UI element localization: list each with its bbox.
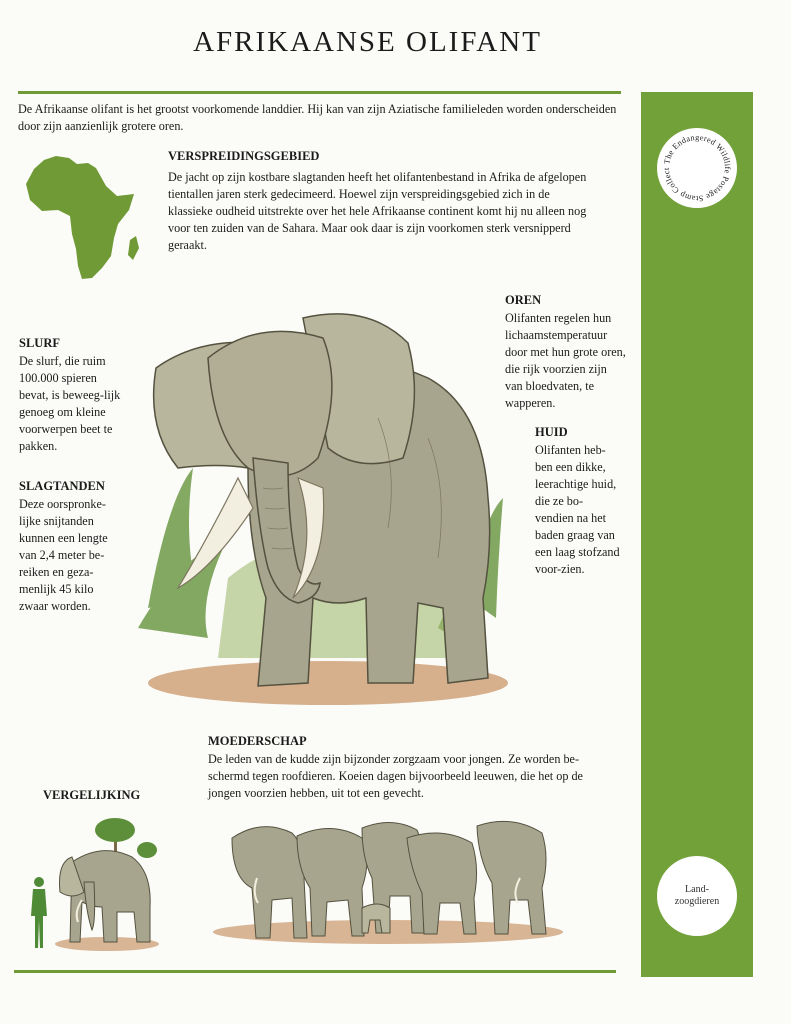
slagtanden-heading: SLAGTANDEN xyxy=(19,479,105,493)
madagascar-shape xyxy=(128,236,139,260)
oren-heading: OREN xyxy=(505,293,542,307)
vergelijking-heading: VERGELIJKING xyxy=(43,788,141,802)
category-badge xyxy=(657,856,737,936)
comparison-elephant xyxy=(60,851,151,942)
africa-map-shape xyxy=(26,156,134,279)
verspreiding-body: De jacht op zijn kostbare slagtanden heeft het olifantenbestand in Afrika de afgelopen tientallen jaren sterk gedecimeerd. Hoewel zijn verspreidingsgebied zich in de klassieke oudheid uitstrekte over het hele Afrikaanse continent komt hij nu alleen nog voor ten zuiden van de Sahara. Maar ook daar is zijn voorkomen sterk versnipperd geraakt. xyxy=(168,170,587,252)
stamp-collection-badge xyxy=(657,128,737,208)
oren-body: Olifanten regelen hun lichaamstemperatuur door met hun grote oren, die rijk voorzien zijn van bloedvaten, te wapperen. xyxy=(505,311,626,410)
section-huid xyxy=(535,424,621,578)
moederschap-body: De leden van de kudde zijn bijzonder zorgzaam voor jongen. Ze worden be-schermd tegen roofdieren. Koeien dagen bijvoorbeeld leeuwen, die het op de jongen voorzien hebben, uit tot een gevecht. xyxy=(208,752,583,800)
slurf-body: De slurf, die ruim 100.000 spieren bevat, is beweeg-lijk genoeg om kleine voorwerpen beet te pakken. xyxy=(19,354,121,453)
herd-elephant-2 xyxy=(297,828,367,936)
slagtanden-body: Deze oorspronke-lijke snijtanden kunnen een lengte van 2,4 meter be-reiken en geza-menlijk 45 kilo zwaar worden. xyxy=(19,497,108,613)
svg-text:The Endangered Wildlife Postag xyxy=(657,128,732,203)
elephant-illustration xyxy=(138,298,510,710)
top-divider xyxy=(18,91,621,94)
herd-elephants xyxy=(232,821,546,938)
category-label: Land-zoogdieren xyxy=(674,884,720,907)
page-title: AFRIKAANSE OLIFANT xyxy=(193,26,542,58)
section-verspreiding xyxy=(168,148,588,254)
herd-illustration xyxy=(212,808,564,948)
sidebar-band xyxy=(641,92,753,977)
huid-body: Olifanten heb-ben een dikke, leerachtige huid, die ze bo-vendien na het baden graag van een laag stofzand voor-zien. xyxy=(535,443,620,576)
verspreiding-heading: VERSPREIDINGSGEBIED xyxy=(168,149,320,163)
bottom-divider xyxy=(14,970,616,973)
stamp-text-path: The Endangered Wildlife Postage Stamp Collect xyxy=(661,132,733,204)
huid-heading: HUID xyxy=(535,425,568,439)
human-silhouette xyxy=(31,877,47,948)
section-oren xyxy=(505,292,627,412)
slurf-heading: SLURF xyxy=(19,336,60,350)
herd-elephant-5 xyxy=(477,821,546,934)
section-slagtanden xyxy=(19,478,119,615)
moederschap-heading: MOEDERSCHAP xyxy=(208,734,307,748)
section-slurf xyxy=(19,335,121,455)
africa-map xyxy=(22,152,142,282)
intro-text: De Afrikaanse olifant is het grootst voorkomende landdier. Hij kan van zijn Aziatische familieleden worden onderscheiden door zijn aanzienlijk grotere oren. xyxy=(18,102,617,133)
section-moederschap xyxy=(208,733,618,802)
stamp-collection-badge-text xyxy=(657,128,737,208)
herd-elephant-1 xyxy=(232,827,307,938)
comparison-illustration xyxy=(22,812,167,954)
